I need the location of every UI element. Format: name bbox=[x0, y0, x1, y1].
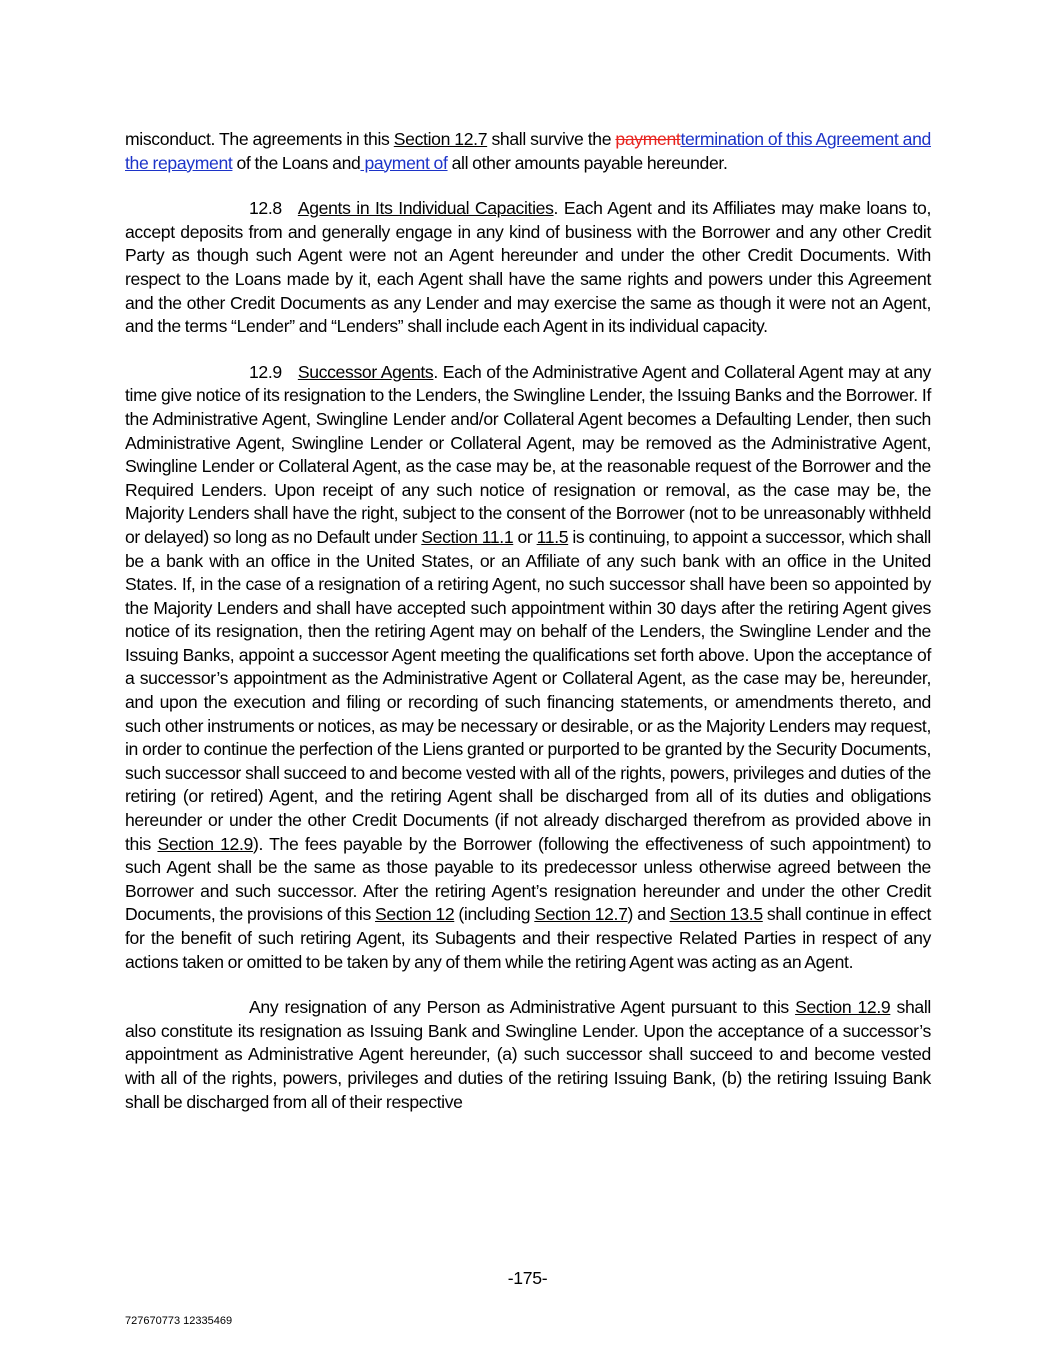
section-reference[interactable]: Section 12.7 bbox=[393, 129, 488, 149]
section-number: 12.9 bbox=[249, 361, 282, 382]
paragraph-resignation bbox=[125, 996, 931, 1114]
section-reference[interactable]: Section 12.7 bbox=[534, 904, 628, 925]
text: Any resignation of any Person as Administrative Agent pursuant to this bbox=[249, 997, 796, 1018]
section-reference[interactable]: Section 12.9 bbox=[157, 833, 253, 854]
text: all other amounts payable hereunder. bbox=[447, 152, 728, 173]
section-heading: Agents in Its Individual Capacities bbox=[297, 198, 554, 219]
paragraph-continuation bbox=[125, 128, 931, 175]
section-body: shall continue in effect for the benefit of such retiring Agent, its Subagents and their respective Related Parties in respect of any actions taken or omitted to be taken by any of them while the retiring Agent was acting as an Agent. bbox=[125, 904, 931, 972]
section-reference[interactable]: Section 11.1 bbox=[421, 526, 514, 547]
section-body: ). The fees payable by the Borrower (following the effectiveness of such appointment) to such Agent shall be the same as those payable to its predecessor unless otherwise agreed between the Borrower and such successor. After the retiring Agent’s resignation hereunder and under the other Credit Documents, the provisions of this bbox=[125, 833, 931, 925]
section-body: . Each of the Administrative Agent and Collateral Agent may at any time give notice of its resignation to the Lenders, the Swingline Lender, the Issuing Banks and the Borrower. If the Administrative Agent, Swingline Lender and/or Collateral Agent becomes a Defaulting Lender, then such Administrative Agent, Swingline Lender or Collateral Agent, may be removed as the Administrative Agent, Swingline Lender or Collateral Agent, as the case may be, at the reasonable request of the Borrower and the Required Lenders. Upon receipt of any such notice of resignation or removal, as the case may be, the Majority Lenders shall have the right, subject to the consent of the Borrower (not to be unreasonably withheld or delayed) so long as no Default under bbox=[125, 361, 931, 547]
section-reference[interactable]: Section 12.9 bbox=[795, 997, 891, 1018]
section-reference[interactable]: Section 13.5 bbox=[669, 904, 763, 925]
section-body: ) and bbox=[627, 904, 670, 925]
text: of the Loans and bbox=[232, 152, 361, 173]
section-reference[interactable]: 11.5 bbox=[536, 526, 569, 547]
deleted-text: payment bbox=[615, 129, 681, 149]
text: misconduct. The agreements in this bbox=[125, 129, 394, 149]
section-body: (including bbox=[454, 904, 535, 925]
section-reference[interactable]: Section 12 bbox=[375, 904, 455, 925]
document-id: 727670773 12335469 bbox=[125, 1315, 233, 1327]
section-body: is continuing, to appoint a successor, which shall be a bank with an office in the United States, or an Affiliate of any such bank with an office in the United States. If, in the case of a resignation of a retiring Agent, no such successor shall have been so appointed by the Majority Lenders and shall have accepted such appointment within 30 days after the retiring Agent gives notice of its resignation, then the retiring Agent may on behalf of the Lenders, the Swingline Lender and the Issuing Banks, appoint a successor Agent meeting the qualifications set forth above. Upon the acceptance of a successor’s appointment as the Administrative Agent or Collateral Agent, as the case may be, hereunder, and upon the execution and filing or recording of such financing statements, or amendments thereto, and such other instruments or notices, as may be necessary or desirable, or as the Majority Lenders may request, in order to continue the perfection of the Liens granted or purported to be granted by the Security Documents, such successor shall succeed to and become vested with all of the rights, powers, privileges and duties of the retiring (or retired) Agent, and the retiring Agent shall be discharged from all of its duties and obligations hereunder or under the other Credit Documents (if not already discharged therefrom as provided above in this bbox=[125, 526, 931, 854]
page-number: -175- bbox=[507, 1268, 548, 1288]
section-number: 12.8 bbox=[249, 198, 282, 219]
section-body: . Each Agent and its Affiliates may make loans to, accept deposits from and generally engage in any kind of business with the Borrower and any other Credit Party as though such Agent were not an Agent hereunder and under the other Credit Documents. With respect to the Loans made by it, each Agent shall have the same rights and powers under this Agreement and the other Credit Documents as any Lender and may exercise the same as though it were not an Agent, and the terms “Lender” and “Lenders” shall include each Agent in its individual capacity. bbox=[125, 198, 931, 337]
text: shall also constitute its resignation as Issuing Bank and Swingline Lender. Upon the acceptance of a successor’s appointment as Administrative Agent hereunder, (a) such successor shall succeed to and become vested with all of the rights, powers, privileges and duties of the retiring Issuing Bank, (b) the retiring Issuing Bank shall be discharged from all of their respective bbox=[125, 997, 931, 1112]
section-body: or bbox=[513, 526, 537, 547]
section-heading: Successor Agents bbox=[297, 361, 434, 382]
inserted-text: termination of this Agreement and the repayment bbox=[125, 129, 931, 173]
section-12-8 bbox=[125, 197, 931, 339]
section-12-9 bbox=[125, 361, 931, 974]
inserted-text: payment of bbox=[360, 152, 448, 173]
document-body bbox=[125, 128, 931, 1114]
text: shall survive the bbox=[487, 129, 616, 149]
